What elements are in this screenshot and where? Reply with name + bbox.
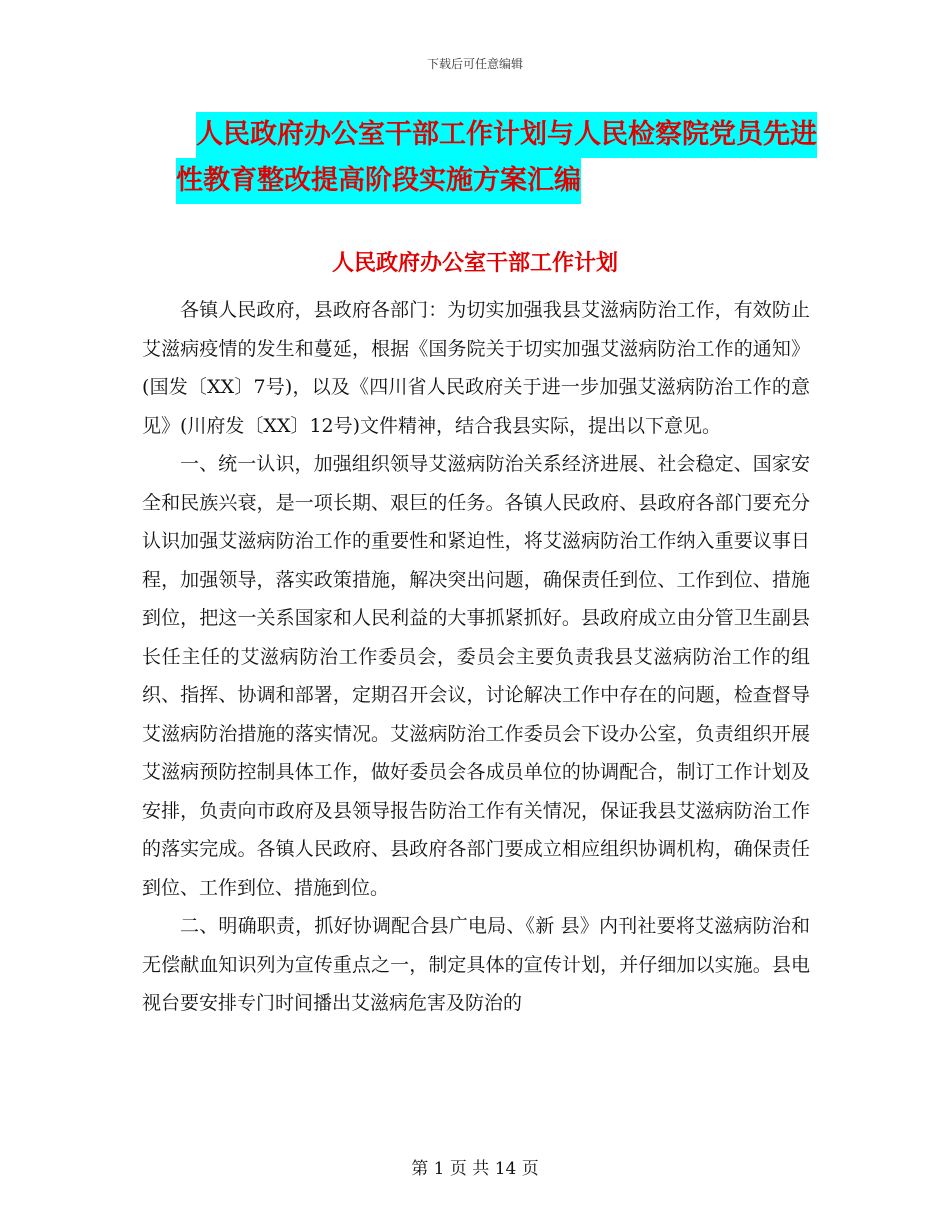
paragraph: 各镇人民政府，县政府各部门：为切实加强我县艾滋病防治工作，有效防止艾滋病疫情的发生和蔓延，根据《国务院关于切实加强艾滋病防治工作的通知》(国发〔XX〕7号)，以及《四川省人民政府关于进一步加强艾滋病防治工作的意见》(川府发〔XX〕12号)文件精神，结合我县实际，提出以下意见。 (142, 299, 810, 437)
title-line-1: 人民政府办公室干部工作计划与人民检察院党员先进 (196, 112, 817, 158)
document-title (176, 112, 817, 204)
section-title: 人民政府办公室干部工作计划 (331, 250, 618, 276)
header-note: 下载后可任意编辑 (426, 57, 523, 71)
page-footer: 第 1 页 共 14 页 (411, 1159, 539, 1179)
paragraph: 一、统一认识，加强组织领导艾滋病防治关系经济进展、社会稳定、国家安全和民族兴衰，是一项长期、艰巨的任务。各镇人民政府、县政府各部门要充分认识加强艾滋病防治工作的重要性和紧迫性，将艾滋病防治工作纳入重要议事日程，加强领导，落实政策措施，解决突出问题，确保责任到位、工作到位、措施到位，把这一关系国家和人民利益的大事抓紧抓好。县政府成立由分管卫生副县长任主任的艾滋病防治工作委员会，委员会主要负责我县艾滋病防治工作的组织、指挥、协调和部署，定期召开会议，讨论解决工作中存在的问题，检查督导艾滋病防治措施的落实情况。艾滋病防治工作委员会下设办公室，负责组织开展艾滋病预防控制具体工作，做好委员会各成员单位的协调配合，制订工作计划及安排，负责向市政府及县领导报告防治工作有关情况，保证我县艾滋病防治工作的落实完成。各镇人民政府、县政府各部门要成立相应组织协调机构，确保责任到位、工作到位、措施到位。 (142, 453, 810, 899)
title-line-2: 性教育整改提高阶段实施方案汇编 (176, 158, 581, 204)
paragraph: 二、明确职责，抓好协调配合县广电局、《新 县》内刊社要将艾滋病防治和无偿献血知识列为宣传重点之一，制定具体的宣传计划，并仔细加以实施。县电视台要安排专门时间播出艾滋病危害及防治的 (142, 915, 810, 1014)
body-text (142, 291, 810, 1023)
